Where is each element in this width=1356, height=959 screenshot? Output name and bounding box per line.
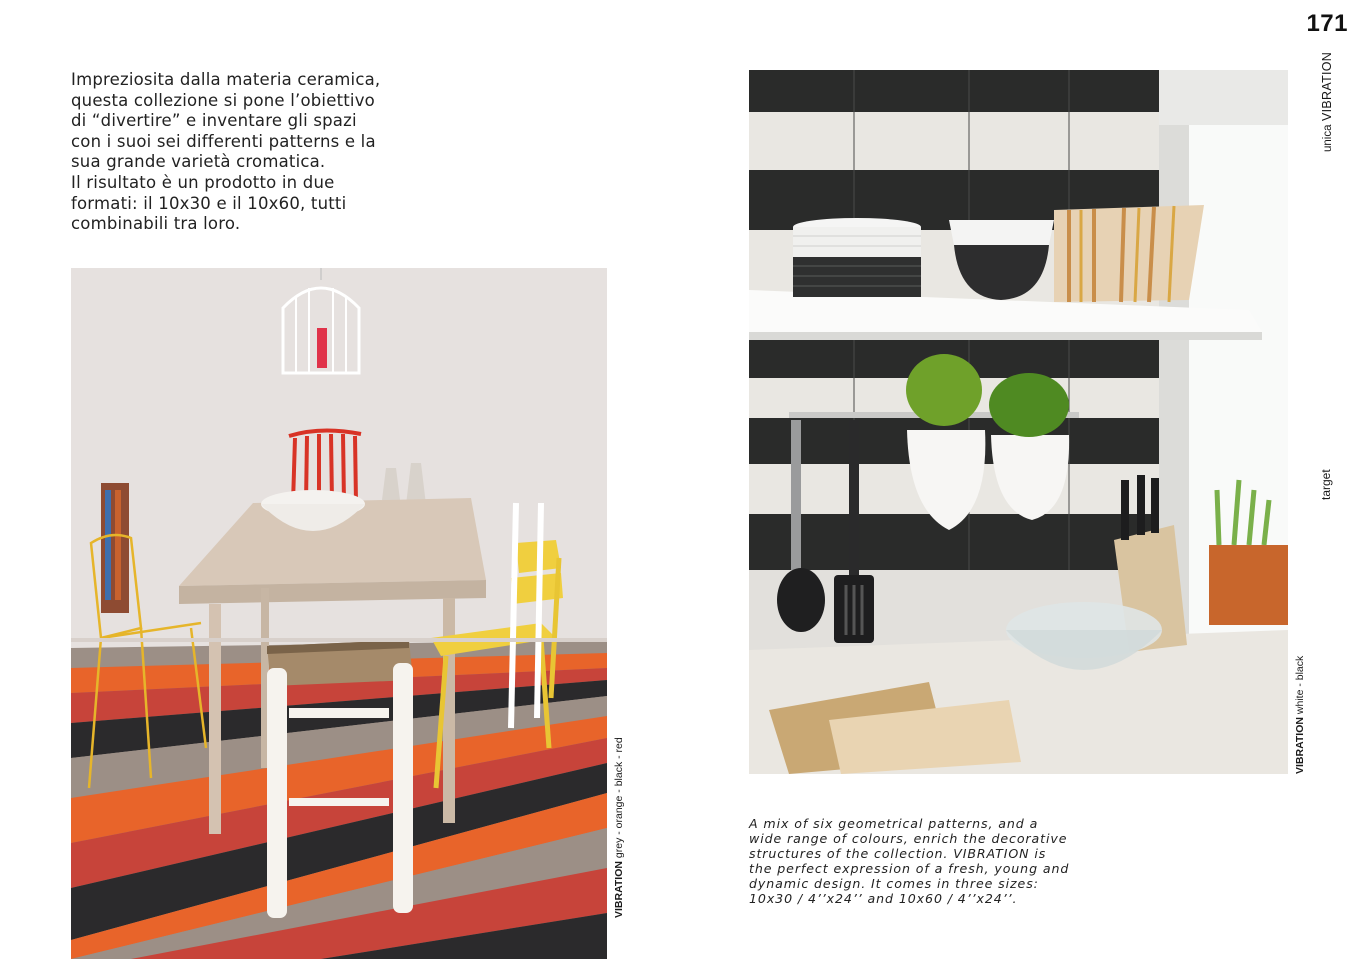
right-caption-colors: white - black [1294,655,1306,715]
left-photo-caption [613,737,625,918]
right-photo-caption [1294,656,1306,774]
dining-room-photo [71,268,607,959]
intro-paragraph: Impreziosita dalla materia ceramica, questa collezione si pone l’obiettivo di “divertire” e inventare gli spazi con i suoi sei differenti patterns e la sua grande varietà cromatica. Il risultato è un prodotto in due formati: il 10x30 e il 10x60, tutti combinabili tra loro. [71,70,381,234]
page-number: 171 [1306,10,1348,37]
kitchen-photo [749,70,1288,774]
left-caption-name: VIBRATION [613,861,625,918]
target-label: target [1319,469,1333,500]
english-description: A mix of six geometrical patterns, and a wide range of colours, enrich the decorative structures of the collection. VIBRATION is the perfect expression of a fresh, young and dynamic design. It comes in three sizes: 10x30 / 4’’x24’’ and 10x60 / 4’’x24’’. [749,816,1070,906]
right-caption-name: VIBRATION [1294,717,1306,774]
collection-name: VIBRATION [1320,51,1334,122]
left-caption-colors: grey - orange - black - red [613,737,625,859]
collection-side-title [1320,52,1334,152]
brand-name: unica [1322,124,1334,152]
